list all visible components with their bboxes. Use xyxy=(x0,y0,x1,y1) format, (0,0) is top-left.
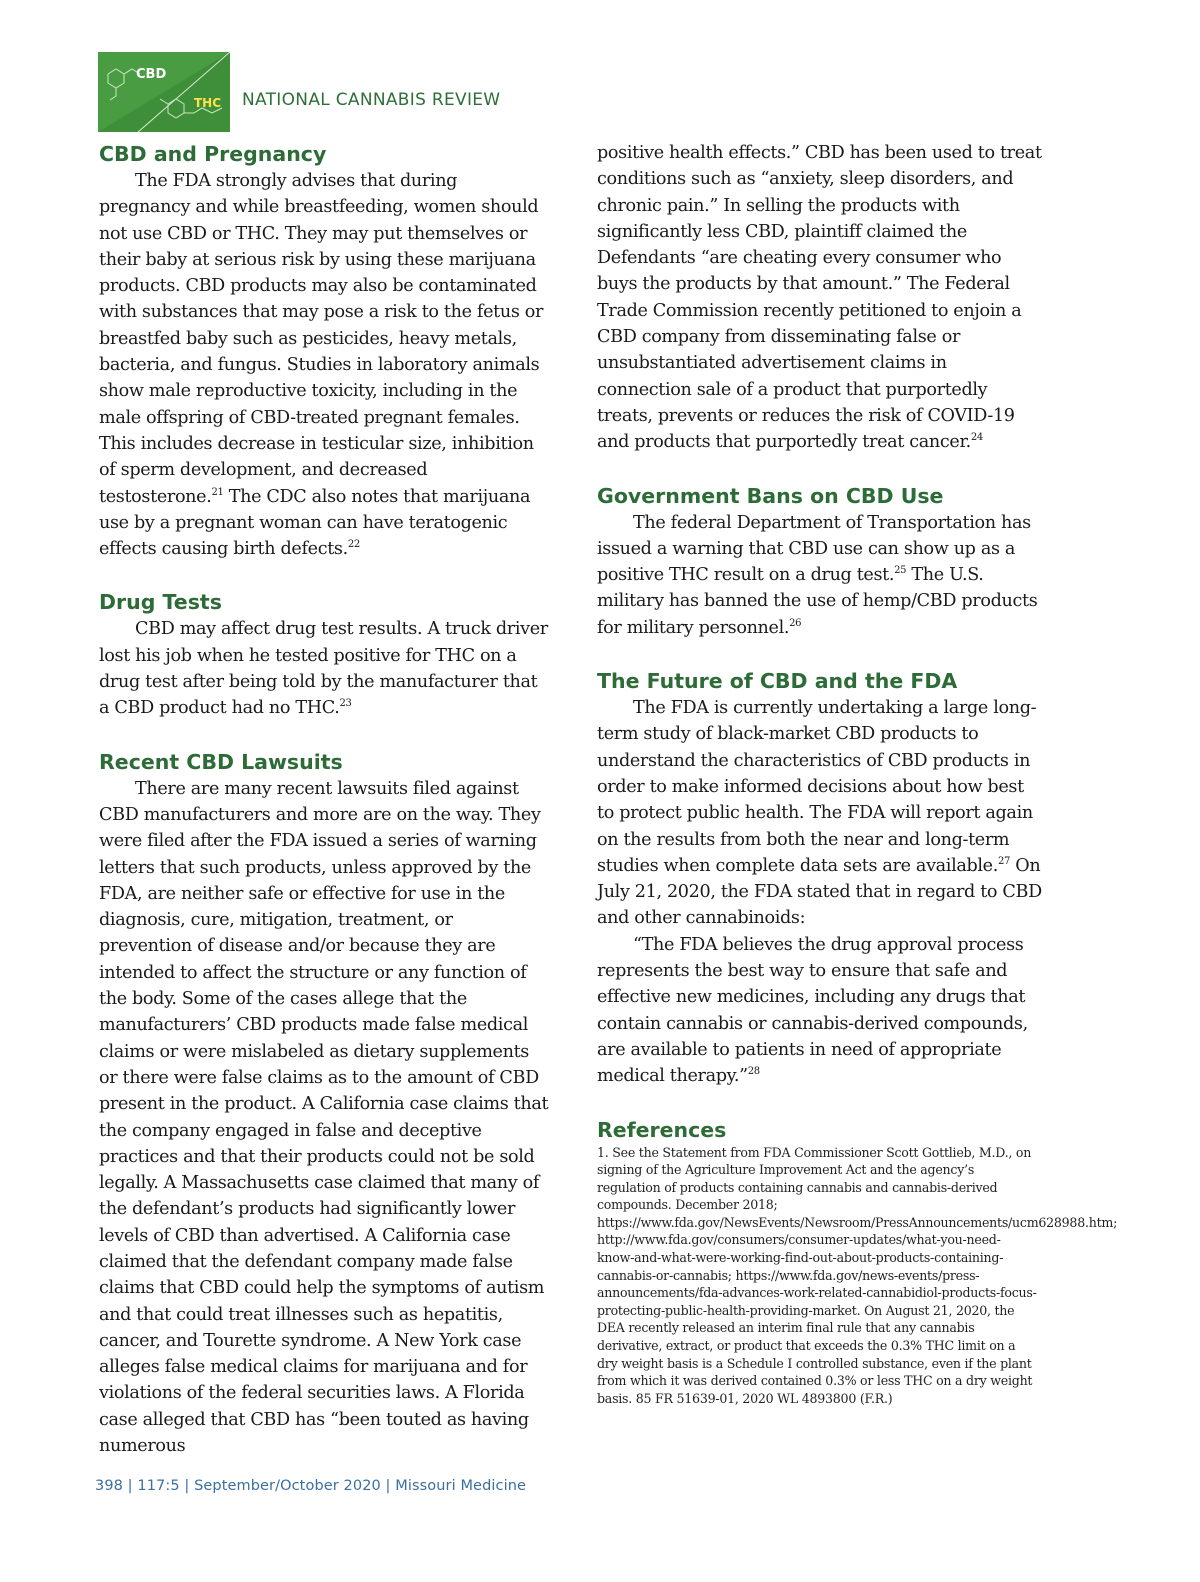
svg-text:CBD: CBD xyxy=(136,67,167,82)
heading-government-bans: Government Bans on CBD Use xyxy=(597,483,944,508)
heading-references: References xyxy=(597,1117,727,1142)
paragraph-pregnancy: The FDA strongly advises that during pregnancy and while breastfeeding, women should not use CBD or THC. They may put themselves or their baby at serious risk by using these marijuana products. CBD products may also be contaminated with substances that may pose a risk to the fetus or breastfed baby such as pesticides, heavy metals, bacteria, and fungus. Studies in laboratory animals show male reproductive toxicity, including in the male offspring of CBD-treated pregnant females. This includes decrease in testicular size, inhibition of sperm development, and decreased testosterone.$^{21}$ The CDC also notes that marijuana use by a pregnant woman can have teratogenic effects causing birth defects.$^{22}$ xyxy=(99,171,544,560)
paragraph-lawsuits: There are many recent lawsuits filed against CBD manufacturers and more are on the way. They were filed after the FDA issued a series of warning letters that such products, unless approved by the FDA, are neither safe or effective for use in the diagnosis, cure, mitigation, treatment, or prevention of disease and/or because they are intended to affect the structure or any function of the body. Some of the cases allege that the manufacturers’ CBD products made false medical claims or were mislabeled as dietary supplements or there were false claims as to the amount of CBD present in the product. A California case claims that the company engaged in false and deceptive practices and that their products could not be sold legally. A Massachusetts case claimed that many of the defendant’s products had significantly lower levels of CBD than advertised. A California case claimed that the defendant company made false claims that CBD could help the symptoms of autism and that could treat illnesses such as hepatitis, cancer, and Tourette syndrome. A New York case alleges false medical claims for marijuana and for violations of the federal securities laws. A Florida case alleged that CBD has “been touted as having numerous xyxy=(99,778,549,1457)
citation-24: 24 xyxy=(970,432,983,444)
page-footer: 398 | 117:5 | September/October 2020 | Missouri Medicine xyxy=(95,1478,527,1494)
paragraph-lawsuits-continued: positive health effects.” CBD has been used to treat conditions such as “anxiety, sleep disorders, and chronic pain.” In selling the products with significantly less CBD, plaintiff claimed the Defendants “are cheating every consumer who buys the products by that amount.” The Federal Trade Commission recently petitioned to enjoin a CBD company from disseminating false or unsubstantiated advertisement claims in connection sale of a product that purportedly treats, prevents or reduces the risk of COVID-19 and products that purportedly treat cancer.$^{24}$ xyxy=(597,143,1042,453)
journal-title: NATIONAL CANNABIS REVIEW xyxy=(242,90,501,110)
citation-22: 22 xyxy=(347,539,360,551)
left-column xyxy=(99,140,549,1459)
citation-25: 25 xyxy=(894,565,907,577)
paragraph-drug-tests: CBD may affect drug test results. A truck driver lost his job when he tested positive for THC on a drug test after being told by the manufacturer that a CBD product had no THC.$^{23}$ xyxy=(99,619,548,719)
reference-1: 1. See the Statement from FDA Commissioner Scott Gottlieb, M.D., on signing of the Agriculture Improvement Act and the agency’s regulation of products containing cannabis and cannabis-derived compounds. December 2018; https://www.fda.gov/NewsEvents/Newsroom/PressAnnouncements/ucm628988.htm; http://www.fda.gov/consumers/consumer-updates/what-you-need-know-and-what-were-working-find-out-about-products-containing-cannabis-or-cannabis; https://www.fda.gov/news-events/press-announcements/fda-advances-work-related-cannabidiol-products-focus-protecting-public-health-providing-market. On August 21, 2020, the DEA recently released an interim final rule that any cannabis derivative, extract, or product that exceeds the 0.3% THC limit on a dry weight basis is a Schedule I controlled substance, even if the plant from which it was derived contained 0.3% or less THC on a dry weight basis. 85 FR 51639-01, 2020 WL 4893800 (F.R.) xyxy=(597,1144,1118,1406)
cannabis-review-logo xyxy=(98,52,230,132)
heading-future: The Future of CBD and the FDA xyxy=(597,669,958,694)
heading-lawsuits: Recent CBD Lawsuits xyxy=(99,749,343,774)
cbd-thc-molecule-icon xyxy=(98,52,230,132)
citation-26: 26 xyxy=(789,617,802,629)
citation-23: 23 xyxy=(339,698,352,710)
citation-27: 27 xyxy=(997,855,1011,867)
citation-28: 28 xyxy=(747,1066,760,1078)
right-column xyxy=(597,140,1118,1407)
heading-pregnancy: CBD and Pregnancy xyxy=(99,142,327,166)
svg-text:THC: THC xyxy=(194,96,222,110)
paragraph-future: The FDA is currently undertaking a large long-term study of black-market CBD products to understand the characteristics of CBD products in order to make informed decisions about how best to protect public health. The FDA will report again on the results from both the near and long-term studies when complete data sets are available.$^{27}$ On July 21, 2020, the FDA stated that in regard to CBD and other cannabinoids: xyxy=(597,698,1042,929)
paragraph-future-quote: “The FDA believes the drug approval process represents the best way to ensure that safe and effective new medicines, including any drugs that contain cannabis or cannabis-derived compounds, are available to patients in need of appropriate medical therapy.”$^{28}$ xyxy=(597,934,1028,1087)
heading-drug-tests: Drug Tests xyxy=(99,590,222,615)
citation-21: 21 xyxy=(211,486,224,498)
paragraph-government-bans: The federal Department of Transportation has issued a warning that CBD use can show up as a positive THC result on a drug test.$^{25}$ The U.S. military has banned the use of hemp/CBD products for military personnel.$^{26}$ xyxy=(597,512,1038,638)
